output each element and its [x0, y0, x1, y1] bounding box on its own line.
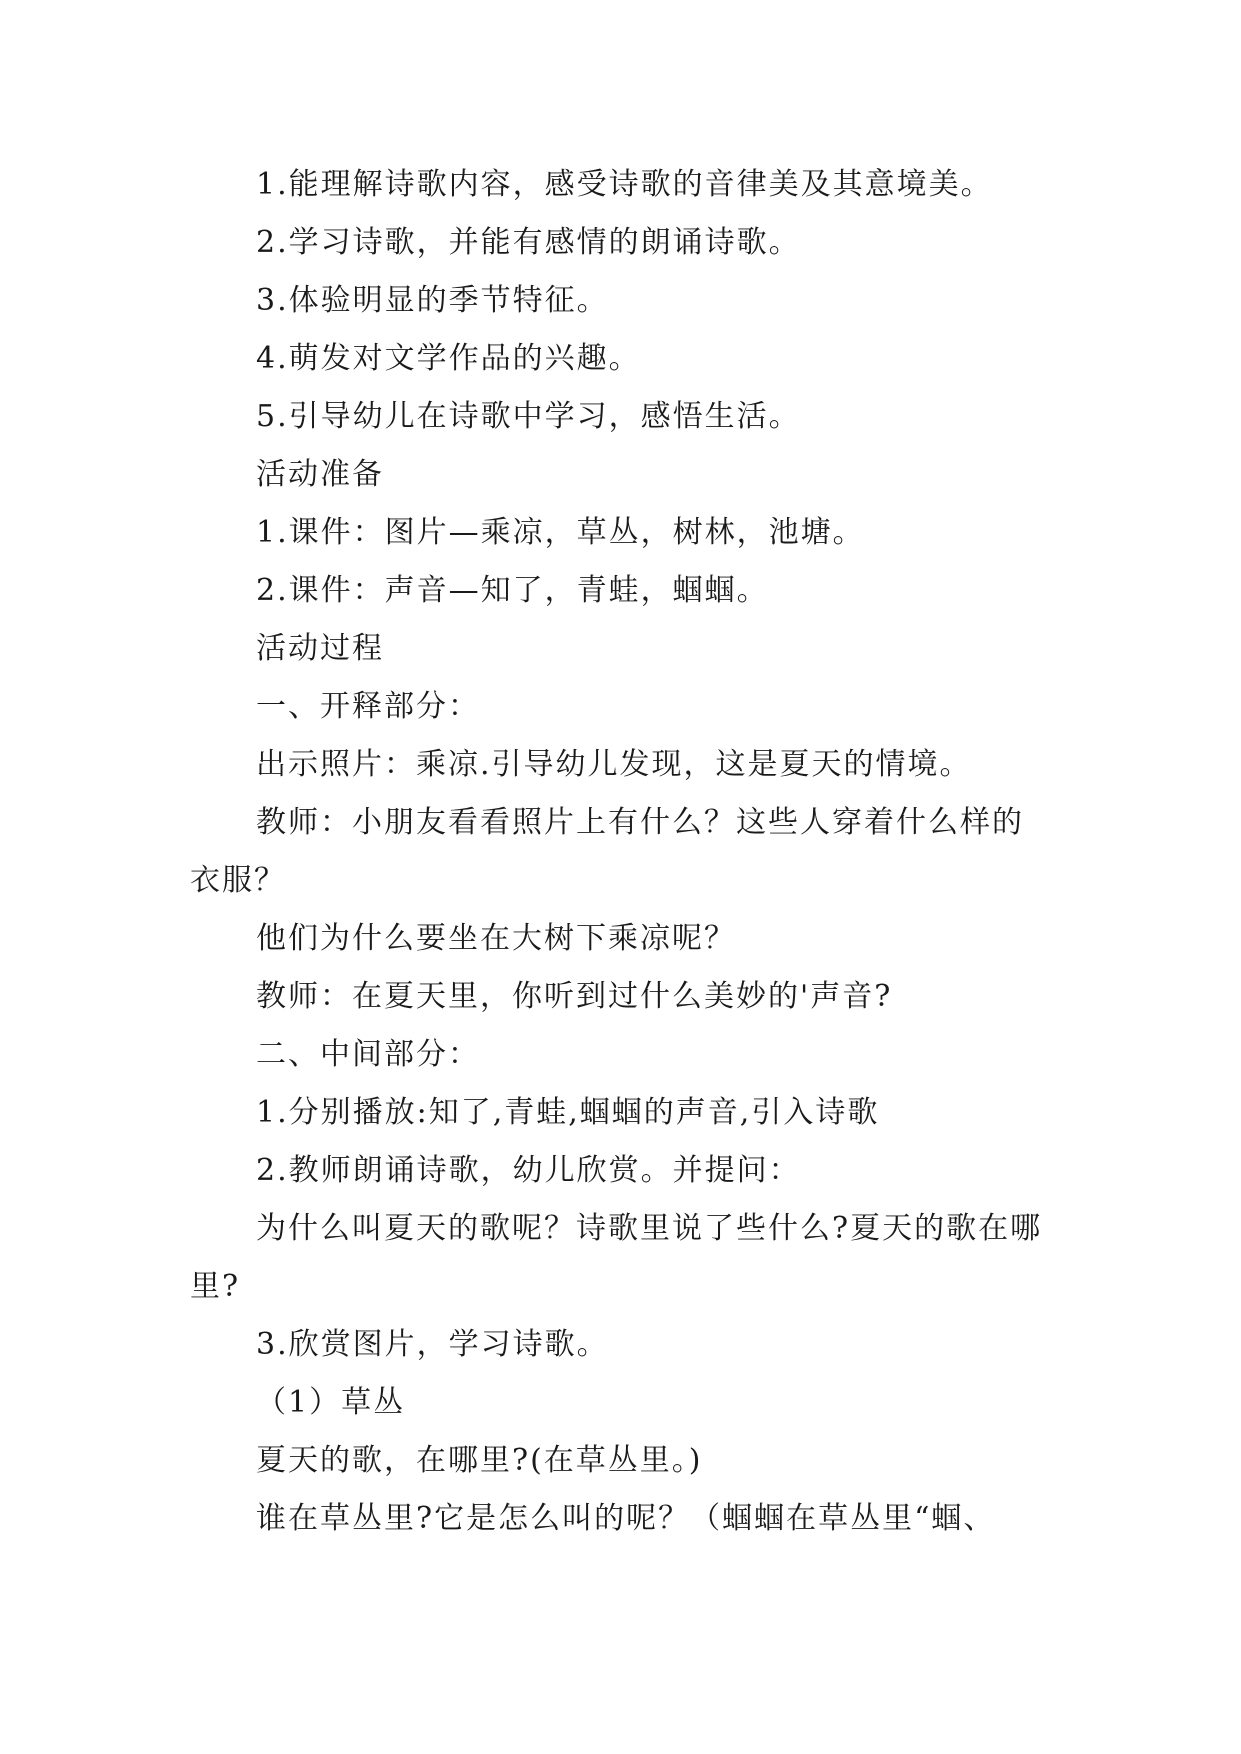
process-step-1: 1.分别播放:知了,青蛙,蝈蝈的声音,引入诗歌: [256, 1095, 880, 1130]
process-step-3: 3.欣赏图片，学习诗歌。: [256, 1327, 609, 1362]
teacher-question: 教师：小朋友看看照片上有什么？这些人穿着什么样的衣服？: [190, 805, 1024, 898]
subsection-heading-middle: 二、中间部分：: [256, 1037, 480, 1072]
process-step-2: 2.教师朗诵诗歌，幼儿欣赏。并提问：: [256, 1153, 801, 1188]
section-heading-preparation: 活动准备: [256, 457, 384, 492]
poem-subheading-grass: （1）草丛: [256, 1385, 406, 1420]
objective-3: 3.体验明显的季节特征。: [256, 283, 609, 318]
teacher-question: 教师：在夏天里，你听到过什么美妙的'声音?: [256, 979, 893, 1014]
process-paragraph: 出示照片：乘凉.引导幼儿发现，这是夏天的情境。: [256, 747, 972, 782]
poem-question: 谁在草丛里?它是怎么叫的呢？（蝈蝈在草丛里“蝈、: [256, 1501, 996, 1536]
process-question: 为什么叫夏天的歌呢？诗歌里说了些什么?夏天的歌在哪里?: [190, 1211, 1043, 1304]
process-paragraph: 他们为什么要坐在大树下乘凉呢？: [256, 921, 736, 956]
preparation-item-1: 1.课件：图片—乘凉，草丛，树林，池塘。: [256, 515, 865, 550]
poem-question: 夏天的歌，在哪里?(在草丛里。): [256, 1443, 703, 1478]
objective-1: 1.能理解诗歌内容，感受诗歌的音律美及其意境美。: [256, 167, 993, 202]
objective-4: 4.萌发对文学作品的兴趣。: [256, 341, 641, 376]
preparation-item-2: 2.课件：声音—知了，青蛙，蝈蝈。: [256, 573, 769, 608]
subsection-heading-opening: 一、开释部分：: [256, 689, 480, 724]
objective-5: 5.引导幼儿在诗歌中学习，感悟生活。: [256, 399, 801, 434]
section-heading-process: 活动过程: [256, 631, 384, 666]
objective-2: 2.学习诗歌，并能有感情的朗诵诗歌。: [256, 225, 801, 260]
